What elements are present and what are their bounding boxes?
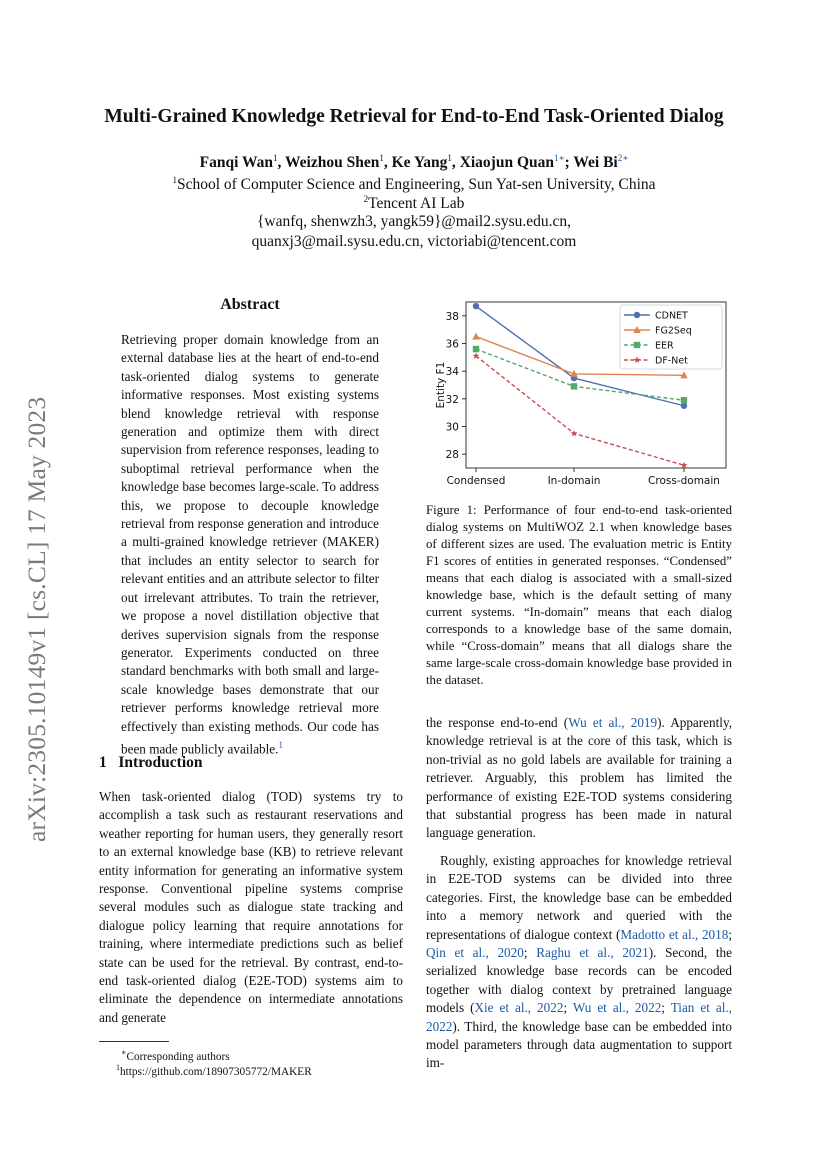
citation-link[interactable]: Wu et al., 2019 bbox=[568, 715, 658, 730]
series-df-net bbox=[473, 352, 688, 468]
legend-label: DF-Net bbox=[655, 355, 688, 367]
data-point bbox=[473, 346, 479, 352]
legend-label: EER bbox=[655, 340, 674, 352]
footnote-rule bbox=[99, 1041, 169, 1042]
y-tick-label: 32 bbox=[445, 393, 459, 406]
intro-paragraph-1-continued: the response end-to-end (Wu et al., 2019). Apparently, knowledge retrieval is at the core of this task, which is non-trivial as no gold labels are available for training a retriever. Arguably, this problem has limited the performance of existing E2E-TOD systems considering that substantial progress has been made in natural language generation. bbox=[426, 715, 732, 841]
figure-1-caption: Figure 1: Performance of four end-to-end task-oriented dialog systems on MultiWOZ 2.1 when knowledge bases of different sizes are used. The evaluation metric is Entity F1 scores of entities in generated responses. “Condensed” means that each dialog is associated with a small-sized knowledge base, which is the default setting of many current systems. “In-domain” means that each dialog corresponds to a knowledge base of the same domain, while “Cross-domain” means that all dialogs share the same large-scale cross-domain knowledge base provided in the dataset. bbox=[426, 503, 732, 687]
affiliation-2: $^2$Tencent AI Lab bbox=[363, 194, 465, 212]
citation-link[interactable]: Tian et al., 2022 bbox=[426, 1000, 732, 1034]
x-tick-label: Cross-domain bbox=[648, 475, 720, 487]
chart-legend bbox=[620, 305, 722, 369]
legend-label: CDNET bbox=[655, 310, 688, 322]
email-line-2: quanxj3@mail.sysu.edu.cn, victoriabi@tencent.com bbox=[251, 233, 577, 250]
y-axis-label: Entity F1 bbox=[435, 361, 447, 409]
intro-paragraph-2: Roughly, existing approaches for knowledge retrieval in E2E-TOD systems can be divided into three categories. First, the knowledge base can be embedded into a memory network and queried with the representations of dialogue context (Madotto et al., 2018; Qin et al., 2020; Raghu et al., 2021). Second, the serialized knowledge base records can be encoded together with dialog context by pretrained language models (Xie et al., 2022; Wu et al., 2022; Tian et al., 2022). Third, the knowledge base can be embedded into model parameters through data augmentation to support im- bbox=[426, 853, 732, 1071]
series-line bbox=[476, 356, 684, 465]
author-name: Ke Yang bbox=[391, 154, 448, 171]
citation-link[interactable]: Qin et al., 2020 bbox=[426, 945, 524, 961]
data-point bbox=[571, 430, 578, 437]
data-point bbox=[634, 312, 640, 318]
author-name: Wei Bi bbox=[573, 154, 618, 171]
abstract-body: Retrieving proper domain knowledge from an external database lies at the heart of end-to-end task-oriented dialog systems to generate informative responses. Most existing systems blend knowledge retrieval with response generation and optimize them with direct supervision from reference responses, leading to suboptimal retrieval performance when the knowledge base becomes large-scale. To address this, we propose to decouple knowledge retrieval from response generation and introduce a multi-grained knowledge retriever (MAKER) that includes an entity selector to search for relevant entities and an attribute selector to filter out irrelevant attributes. To train the retriever, we propose a novel distillation objective that derives supervision signals from the response generator. Experiments conducted on three standard benchmarks with both small and large-scale knowledge bases demonstrate that our retriever performs knowledge retrieval more effectively than existing methods. Our code has been made publicly available.$^1$ bbox=[121, 332, 379, 757]
author-name: Fanqi Wan bbox=[199, 154, 274, 171]
code-url-link[interactable]: https://github.com/18907305772/MAKER bbox=[120, 1065, 312, 1078]
y-tick-label: 28 bbox=[445, 449, 459, 462]
y-tick-label: 38 bbox=[445, 310, 459, 323]
citation-link[interactable]: Madotto et al., 2018 bbox=[620, 926, 729, 942]
citation-link[interactable]: Raghu et al., 2021 bbox=[536, 945, 649, 961]
footnote-link[interactable]: 1 bbox=[278, 739, 283, 750]
data-point bbox=[634, 342, 640, 348]
paper-title: Multi-Grained Knowledge Retrieval for End-to-End Task-Oriented Dialog bbox=[104, 106, 724, 127]
affiliation-1: $^1$School of Computer Science and Engineering, Sun Yat-sen University, China bbox=[172, 175, 656, 193]
abstract-heading: Abstract bbox=[220, 296, 280, 313]
legend-label: FG2Seq bbox=[655, 325, 692, 337]
x-tick-label: In-domain bbox=[547, 475, 601, 487]
data-point bbox=[472, 333, 480, 340]
x-tick-label: Condensed bbox=[446, 475, 506, 487]
figure-1-line-chart bbox=[424, 296, 734, 492]
data-point bbox=[681, 397, 687, 403]
citation-link[interactable]: Xie et al., 2022 bbox=[474, 1000, 564, 1016]
section-heading-introduction: 1 Introduction bbox=[99, 754, 203, 771]
footnote-corresponding: ∗Corresponding authors bbox=[121, 1048, 230, 1063]
data-point bbox=[571, 383, 577, 389]
author-name: Xiaojun Quan bbox=[459, 154, 554, 171]
citation-link[interactable]: Wu et al., 2022 bbox=[572, 1000, 662, 1016]
intro-paragraph-1: When task-oriented dialog (TOD) systems try to accomplish a task such as restaurant reservations and weather reporting for human users, they generally resort to an external knowledge base (KB) to retrieve relevant entity information for generating an informative system response. Conventional pipeline systems comprise several modules such as dialogue state tracking and dialogue policy learning that require annotations for training, where intermediate predictions such as belief state can be used for the retrieval. By contrast, end-to-end task-oriented dialog (E2E-TOD) systems aim to eliminate the dependence on intermediate annotations and generate bbox=[99, 789, 403, 1025]
author-name: Weizhou Shen bbox=[285, 154, 380, 171]
data-point bbox=[681, 403, 687, 409]
y-tick-label: 34 bbox=[445, 366, 459, 379]
data-point bbox=[681, 462, 688, 469]
y-tick-label: 36 bbox=[445, 338, 459, 351]
footnote-code-url: $^1$https://github.com/18907305772/MAKER bbox=[116, 1063, 312, 1078]
email-line-1: {wanfq, shenwzh3, yangk59}@mail2.sysu.edu.cn, bbox=[256, 213, 572, 230]
data-point bbox=[473, 303, 479, 309]
author-list: Fanqi Wan$^1$, Weizhou Shen$^1$, Ke Yang$^1$, Xiaojun Quan$^{1∗}$; Wei $Bi^{2∗}$ bbox=[199, 153, 629, 171]
arxiv-identifier-stamp: arXiv:2305.10149v1 [cs.CL] 17 May 2023 bbox=[22, 396, 51, 842]
y-tick-label: 30 bbox=[445, 421, 459, 434]
